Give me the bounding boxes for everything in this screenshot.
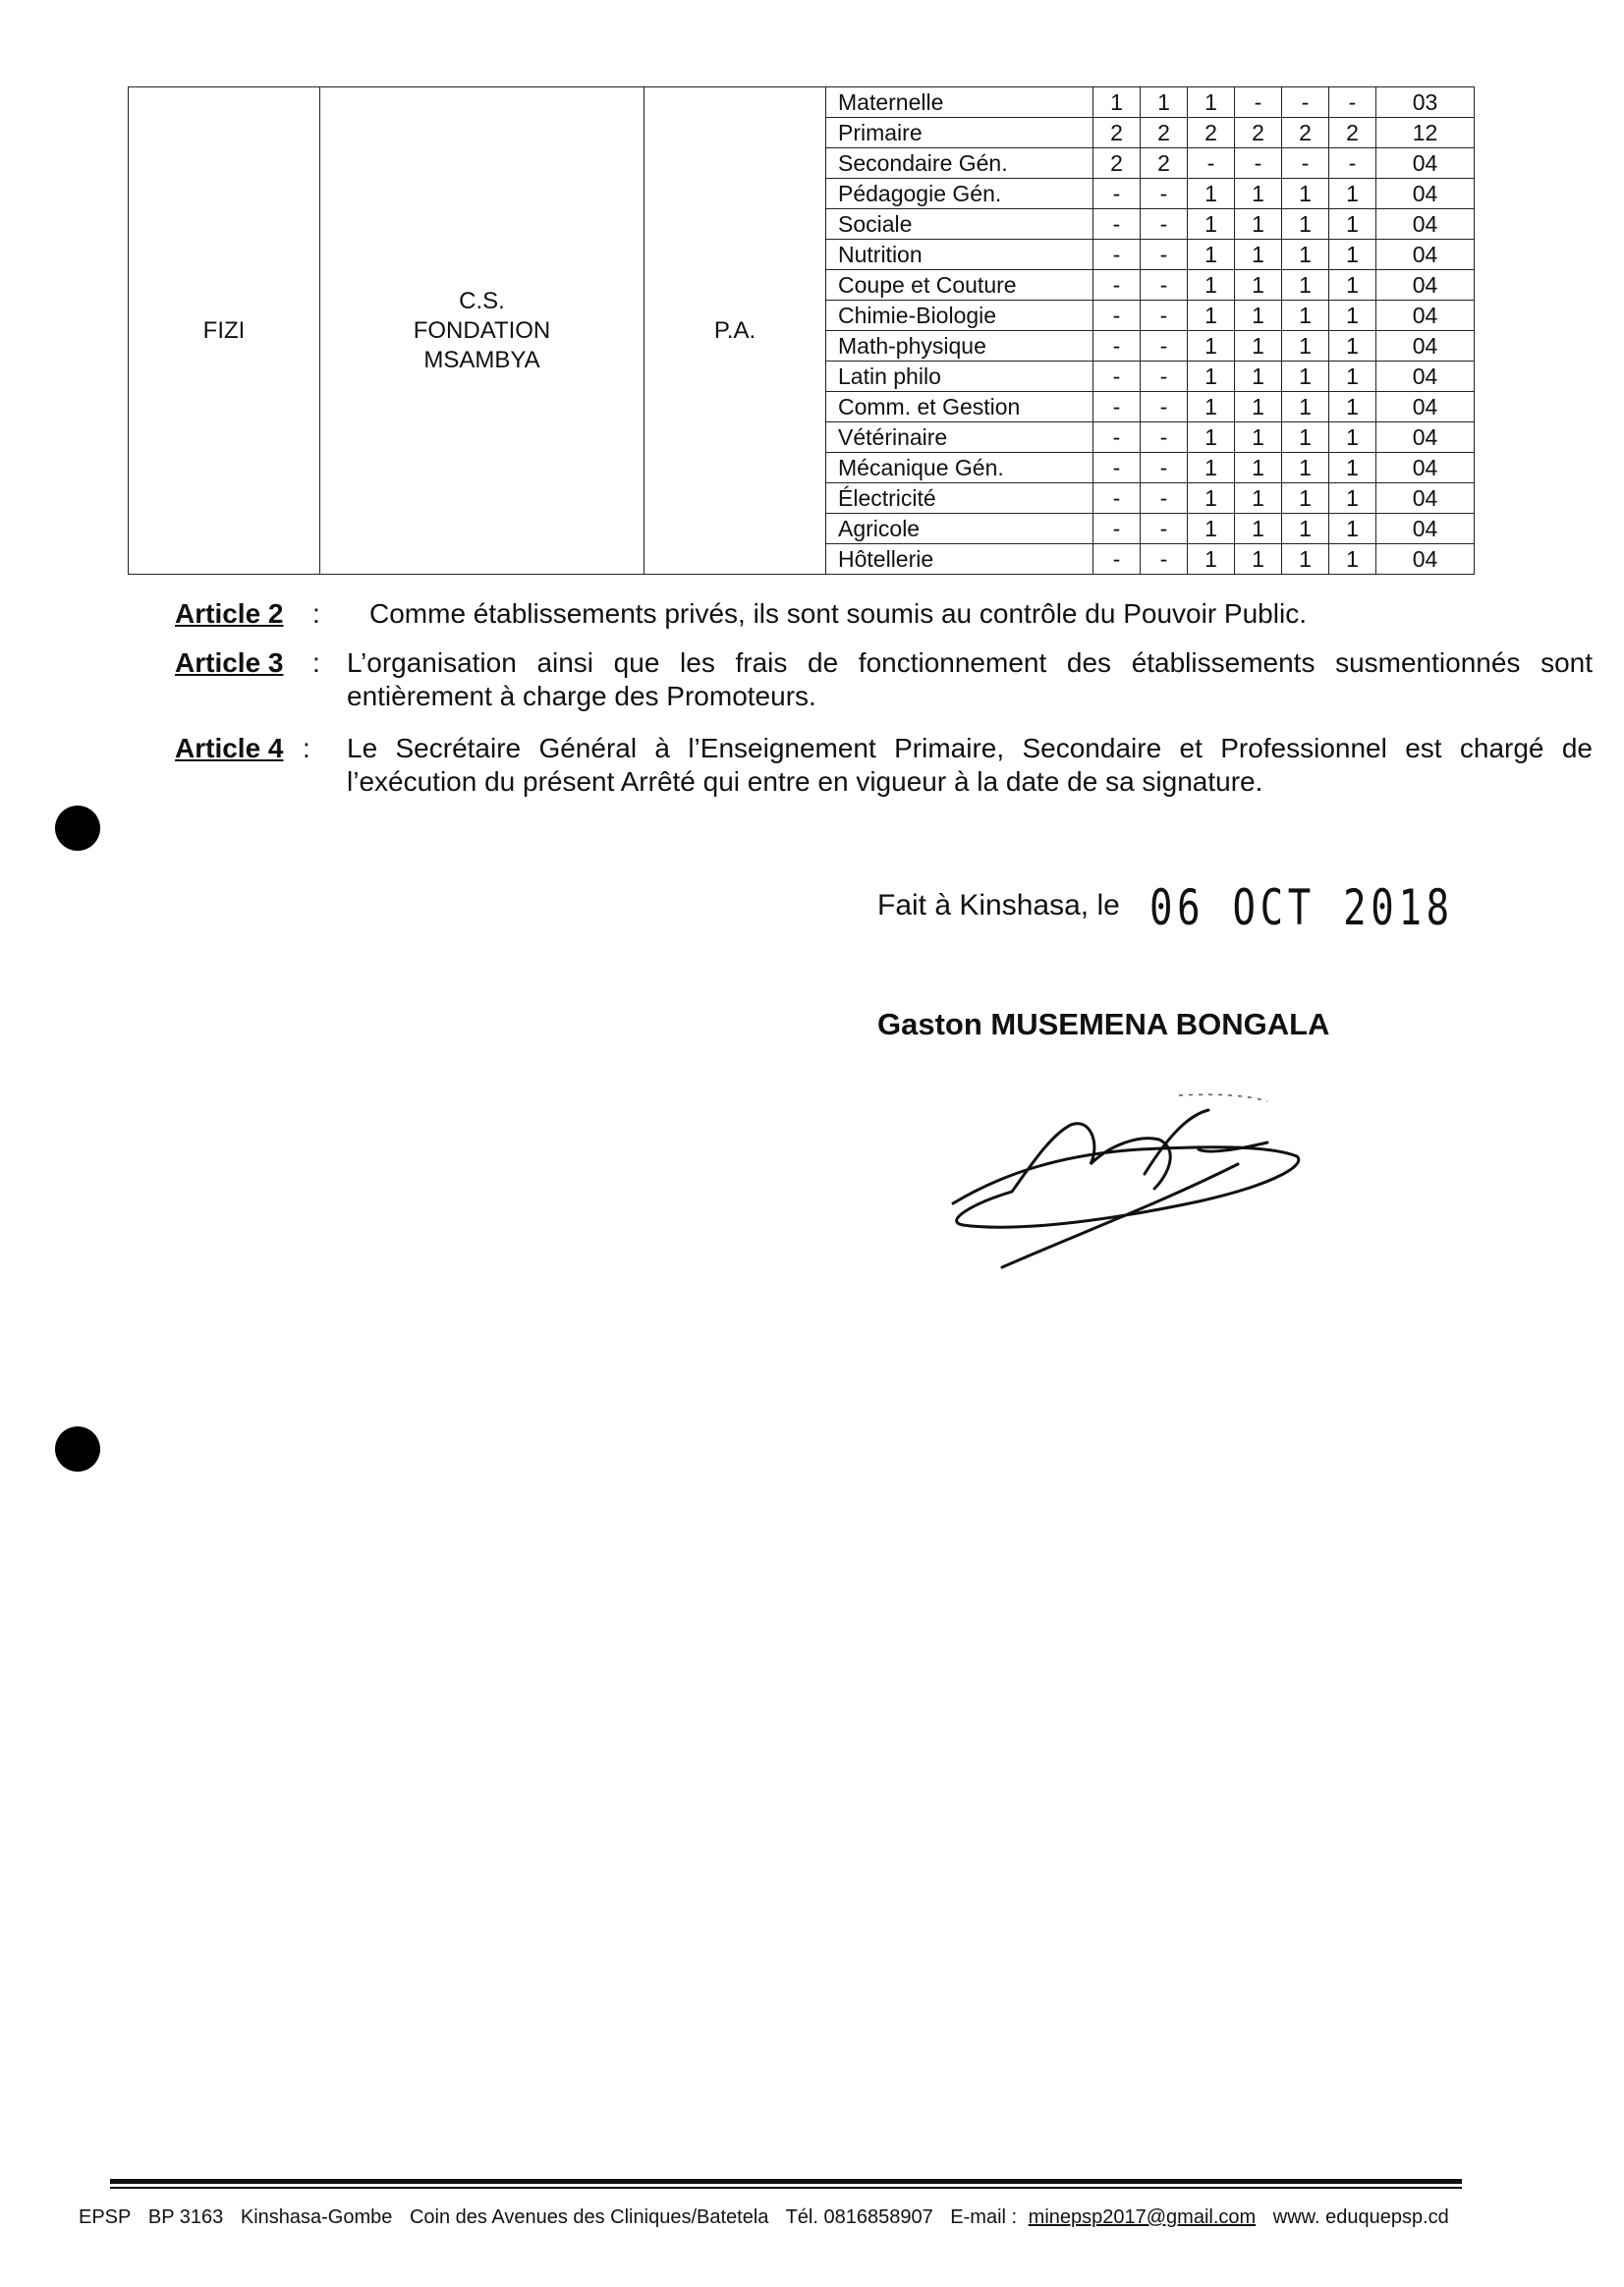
section-cell: Nutrition bbox=[826, 240, 1093, 270]
class-count-cell: 1 bbox=[1235, 544, 1282, 575]
class-count-cell: 1 bbox=[1188, 87, 1235, 118]
total-cell: 04 bbox=[1376, 392, 1475, 422]
class-count-cell: 1 bbox=[1282, 544, 1329, 575]
total-cell: 03 bbox=[1376, 87, 1475, 118]
footer bbox=[79, 2206, 1474, 2229]
class-count-cell: 1 bbox=[1235, 514, 1282, 544]
class-count-cell: - bbox=[1093, 301, 1141, 331]
footer-rule bbox=[110, 2187, 1462, 2189]
class-count-cell: 1 bbox=[1329, 209, 1376, 240]
school-cell: C.S. FONDATION MSAMBYA bbox=[320, 87, 644, 575]
class-count-cell: 1 bbox=[1235, 362, 1282, 392]
class-count-cell: - bbox=[1093, 483, 1141, 514]
class-count-cell: 1 bbox=[1282, 362, 1329, 392]
class-count-cell: - bbox=[1282, 87, 1329, 118]
class-count-cell: 1 bbox=[1329, 483, 1376, 514]
class-count-cell: - bbox=[1093, 209, 1141, 240]
article-colon: : bbox=[303, 733, 310, 763]
class-count-cell: 1 bbox=[1188, 514, 1235, 544]
class-count-cell: 1 bbox=[1188, 483, 1235, 514]
class-count-cell: - bbox=[1093, 362, 1141, 392]
class-count-cell: - bbox=[1141, 209, 1188, 240]
class-count-cell: 1 bbox=[1329, 362, 1376, 392]
section-cell: Latin philo bbox=[826, 362, 1093, 392]
class-count-cell: - bbox=[1093, 270, 1141, 301]
class-count-cell: - bbox=[1141, 453, 1188, 483]
footer-address: Coin des Avenues des Cliniques/Batetela bbox=[409, 2206, 769, 2228]
total-cell: 04 bbox=[1376, 209, 1475, 240]
footer-website[interactable]: www. eduquepsp.cd bbox=[1272, 2206, 1449, 2228]
territory-cell: FIZI bbox=[129, 87, 320, 575]
class-count-cell: - bbox=[1093, 422, 1141, 453]
total-cell: 04 bbox=[1376, 483, 1475, 514]
article-label: Article 2 bbox=[175, 598, 284, 629]
class-count-cell: 2 bbox=[1093, 118, 1141, 148]
class-count-cell: 1 bbox=[1188, 362, 1235, 392]
class-count-cell: - bbox=[1093, 240, 1141, 270]
section-cell: Math-physique bbox=[826, 331, 1093, 362]
class-count-cell: 1 bbox=[1282, 514, 1329, 544]
class-count-cell: 2 bbox=[1141, 118, 1188, 148]
section-cell: Vétérinaire bbox=[826, 422, 1093, 453]
section-cell: Hôtellerie bbox=[826, 544, 1093, 575]
article-text bbox=[347, 646, 1593, 713]
class-count-cell: - bbox=[1141, 544, 1188, 575]
class-count-cell: 1 bbox=[1329, 422, 1376, 453]
class-count-cell: 1 bbox=[1235, 331, 1282, 362]
class-count-cell: 1 bbox=[1329, 240, 1376, 270]
punch-hole bbox=[55, 806, 100, 851]
article-label: Article 3 bbox=[175, 647, 284, 678]
class-count-cell: - bbox=[1141, 270, 1188, 301]
class-count-cell: 1 bbox=[1235, 392, 1282, 422]
signature-place: Fait à Kinshasa, le bbox=[877, 889, 1120, 921]
class-count-cell: 1 bbox=[1188, 270, 1235, 301]
class-count-cell: 1 bbox=[1093, 87, 1141, 118]
class-count-cell: - bbox=[1141, 392, 1188, 422]
section-cell: Sociale bbox=[826, 209, 1093, 240]
class-count-cell: - bbox=[1282, 148, 1329, 179]
class-count-cell: 1 bbox=[1282, 453, 1329, 483]
class-count-cell: 1 bbox=[1282, 270, 1329, 301]
class-count-cell: 1 bbox=[1188, 331, 1235, 362]
class-count-cell: - bbox=[1141, 483, 1188, 514]
class-count-cell: 1 bbox=[1329, 331, 1376, 362]
date-stamp: 06 OCT 2018 bbox=[1149, 879, 1454, 936]
punch-hole bbox=[55, 1426, 100, 1472]
total-cell: 04 bbox=[1376, 514, 1475, 544]
class-count-cell: 1 bbox=[1235, 422, 1282, 453]
total-cell: 04 bbox=[1376, 362, 1475, 392]
section-cell: Chimie-Biologie bbox=[826, 301, 1093, 331]
class-count-cell: - bbox=[1141, 422, 1188, 453]
footer-email-label: E-mail : bbox=[950, 2206, 1018, 2228]
footer-bp: BP 3163 bbox=[147, 2206, 224, 2228]
class-count-cell: - bbox=[1141, 514, 1188, 544]
class-count-cell: 1 bbox=[1141, 87, 1188, 118]
class-count-cell: 1 bbox=[1235, 240, 1282, 270]
class-count-cell: 1 bbox=[1188, 453, 1235, 483]
class-count-cell: 1 bbox=[1188, 301, 1235, 331]
class-count-cell: 2 bbox=[1282, 118, 1329, 148]
class-count-cell: - bbox=[1093, 179, 1141, 209]
footer-email[interactable]: minepsp2017@gmail.com bbox=[1028, 2206, 1257, 2228]
class-count-cell: 2 bbox=[1235, 118, 1282, 148]
class-count-cell: 1 bbox=[1188, 179, 1235, 209]
table-row bbox=[129, 87, 1475, 118]
article-text: Comme établissements privés, ils sont soumis au contrôle du Pouvoir Public. bbox=[369, 598, 1307, 629]
class-count-cell: 1 bbox=[1282, 483, 1329, 514]
class-count-cell: 1 bbox=[1329, 392, 1376, 422]
section-cell: Secondaire Gén. bbox=[826, 148, 1093, 179]
footer-tel: Tél. 0816858907 bbox=[785, 2206, 933, 2228]
class-count-cell: 1 bbox=[1188, 392, 1235, 422]
class-count-cell: 2 bbox=[1093, 148, 1141, 179]
article-colon: : bbox=[312, 598, 320, 629]
signer-name: Gaston MUSEMENA BONGALA bbox=[877, 1007, 1330, 1041]
class-count-cell: - bbox=[1093, 331, 1141, 362]
section-cell: Primaire bbox=[826, 118, 1093, 148]
regime-cell: P.A. bbox=[644, 87, 826, 575]
schools-table bbox=[128, 86, 1475, 575]
class-count-cell: - bbox=[1093, 514, 1141, 544]
class-count-cell: - bbox=[1329, 148, 1376, 179]
class-count-cell: 1 bbox=[1188, 422, 1235, 453]
class-count-cell: 1 bbox=[1188, 544, 1235, 575]
class-count-cell: 1 bbox=[1282, 240, 1329, 270]
class-count-cell: 1 bbox=[1235, 453, 1282, 483]
class-count-cell: 1 bbox=[1235, 270, 1282, 301]
class-count-cell: 1 bbox=[1282, 331, 1329, 362]
section-cell: Pédagogie Gén. bbox=[826, 179, 1093, 209]
class-count-cell: 1 bbox=[1282, 392, 1329, 422]
class-count-cell: - bbox=[1141, 179, 1188, 209]
total-cell: 04 bbox=[1376, 544, 1475, 575]
section-cell: Mécanique Gén. bbox=[826, 453, 1093, 483]
article-label: Article 4 bbox=[175, 733, 284, 763]
section-cell: Électricité bbox=[826, 483, 1093, 514]
class-count-cell: 1 bbox=[1329, 514, 1376, 544]
section-cell: Maternelle bbox=[826, 87, 1093, 118]
class-count-cell: 1 bbox=[1282, 179, 1329, 209]
class-count-cell: 1 bbox=[1329, 453, 1376, 483]
class-count-cell: 1 bbox=[1235, 179, 1282, 209]
class-count-cell: 1 bbox=[1329, 301, 1376, 331]
total-cell: 04 bbox=[1376, 240, 1475, 270]
handwritten-signature bbox=[943, 1056, 1316, 1292]
class-count-cell: 1 bbox=[1329, 179, 1376, 209]
article-text: Le Secrétaire Général à l’Enseignement Primaire, Secondaire et Professionnel est chargé de l’exécution du présent Arrêté qui entre en vigueur à la date de sa signature. bbox=[347, 733, 1593, 797]
class-count-cell: - bbox=[1235, 148, 1282, 179]
footer-org: EPSP bbox=[79, 2206, 132, 2228]
class-count-cell: - bbox=[1141, 240, 1188, 270]
total-cell: 04 bbox=[1376, 331, 1475, 362]
class-count-cell: 1 bbox=[1329, 544, 1376, 575]
class-count-cell: - bbox=[1093, 392, 1141, 422]
class-count-cell: - bbox=[1188, 148, 1235, 179]
total-cell: 04 bbox=[1376, 453, 1475, 483]
class-count-cell: 1 bbox=[1282, 422, 1329, 453]
class-count-cell: - bbox=[1141, 301, 1188, 331]
class-count-cell: 1 bbox=[1235, 209, 1282, 240]
article-colon: : bbox=[312, 647, 320, 678]
class-count-cell: 1 bbox=[1188, 209, 1235, 240]
footer-city: Kinshasa-Gombe bbox=[240, 2206, 393, 2228]
total-cell: 04 bbox=[1376, 179, 1475, 209]
section-cell: Comm. et Gestion bbox=[826, 392, 1093, 422]
class-count-cell: 1 bbox=[1282, 209, 1329, 240]
section-cell: Coupe et Couture bbox=[826, 270, 1093, 301]
article-text-body: L’organisation ainsi que les frais de fonctionnement des établissements susmentionnés sont entièrement à charge des Promoteurs. bbox=[347, 647, 1593, 711]
class-count-cell: 2 bbox=[1141, 148, 1188, 179]
footer-rule bbox=[110, 2179, 1462, 2184]
total-cell: 04 bbox=[1376, 148, 1475, 179]
class-count-cell: - bbox=[1141, 362, 1188, 392]
total-cell: 12 bbox=[1376, 118, 1475, 148]
section-cell: Agricole bbox=[826, 514, 1093, 544]
class-count-cell: - bbox=[1235, 87, 1282, 118]
class-count-cell: - bbox=[1093, 453, 1141, 483]
class-count-cell: - bbox=[1329, 87, 1376, 118]
class-count-cell: 1 bbox=[1188, 240, 1235, 270]
class-count-cell: 1 bbox=[1329, 270, 1376, 301]
class-count-cell: - bbox=[1141, 331, 1188, 362]
total-cell: 04 bbox=[1376, 301, 1475, 331]
class-count-cell: 1 bbox=[1235, 483, 1282, 514]
total-cell: 04 bbox=[1376, 270, 1475, 301]
class-count-cell: 1 bbox=[1235, 301, 1282, 331]
total-cell: 04 bbox=[1376, 422, 1475, 453]
class-count-cell: 2 bbox=[1188, 118, 1235, 148]
class-count-cell: - bbox=[1093, 544, 1141, 575]
class-count-cell: 2 bbox=[1329, 118, 1376, 148]
schools-table-body bbox=[129, 87, 1475, 575]
class-count-cell: 1 bbox=[1282, 301, 1329, 331]
